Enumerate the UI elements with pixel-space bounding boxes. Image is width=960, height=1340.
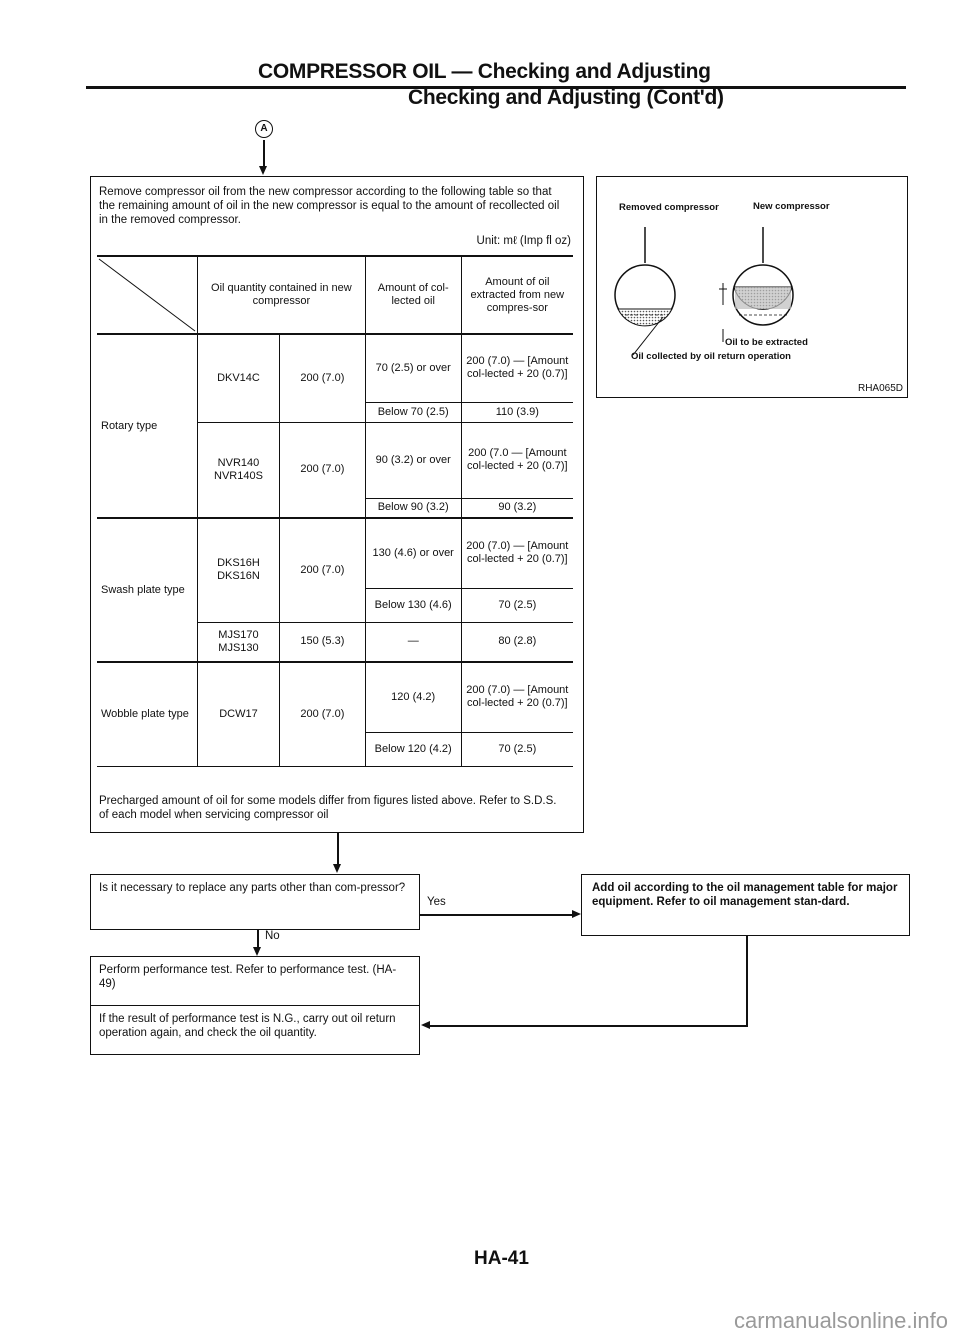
label-oil-collected: Oil collected by oil return operation: [631, 351, 791, 362]
model-cell: MJS170 MJS130: [198, 622, 280, 662]
qty-cell: 200 (7.0): [279, 334, 365, 422]
arrow-right-icon: [572, 910, 581, 918]
collected-cell: Below 90 (3.2): [365, 498, 461, 518]
qty-cell: 200 (7.0): [279, 662, 365, 766]
oil-adjust-box: [90, 176, 584, 833]
page-number: HA-41: [474, 1248, 529, 1269]
extract-cell: 200 (7.0) — [Amount col-lected + 20 (0.7)]: [461, 662, 573, 732]
collected-cell: Below 120 (4.2): [365, 732, 461, 766]
extract-cell: 110 (3.9): [461, 402, 573, 422]
no-label: No: [265, 930, 280, 942]
arrow-down-icon: [259, 166, 267, 175]
header-collected: Amount of col-lected oil: [365, 256, 461, 334]
collected-cell: 130 (4.6) or over: [365, 518, 461, 588]
figure-code: RHA065D: [857, 383, 903, 394]
collected-cell: —: [365, 622, 461, 662]
qty-cell: 200 (7.0): [279, 422, 365, 518]
add-oil-box: Add oil according to the oil management table for major equipment. Refer to oil management stan-dard.: [581, 874, 910, 936]
performance-test-box: Perform performance test. Refer to performance test. (HA-49): [90, 956, 420, 1006]
extract-cell: 200 (7.0 — [Amount col-lected + 20 (0.7)]: [461, 422, 573, 498]
extract-cell: 70 (2.5): [461, 732, 573, 766]
extract-cell: 200 (7.0) — [Amount col-lected + 20 (0.7)]: [461, 334, 573, 402]
watermark: carmanualsonline.info: [733, 1308, 948, 1333]
yes-label: Yes: [427, 896, 446, 908]
extract-cell: 80 (2.8): [461, 622, 573, 662]
collected-cell: Below 70 (2.5): [365, 402, 461, 422]
model-cell: DKV14C: [198, 334, 280, 422]
flow-marker-a: A: [255, 120, 273, 138]
extract-cell: 70 (2.5): [461, 588, 573, 622]
label-removed-compressor: Removed compressor: [619, 202, 719, 213]
type-rotary: Rotary type: [97, 334, 198, 518]
flow-connector: [263, 140, 265, 166]
section-subtitle: Checking and Adjusting (Cont'd): [408, 86, 724, 109]
compressor-figure: [596, 176, 908, 398]
flow-connector: [337, 833, 339, 865]
table-corner: [97, 256, 198, 334]
arrow-down-icon: [253, 947, 261, 956]
type-swash-plate: Swash plate type: [97, 518, 198, 662]
arrow-left-icon: [421, 1021, 430, 1029]
collected-cell: Below 130 (4.6): [365, 588, 461, 622]
label-new-compressor: New compressor: [753, 201, 830, 212]
oil-table: [97, 255, 573, 767]
precharge-note: Precharged amount of oil for some models differ from figures listed above. Refer to S.D.S. of each model when servicing compressor oil: [99, 795, 557, 821]
collected-cell: 90 (3.2) or over: [365, 422, 461, 498]
no-connector: [257, 930, 259, 948]
oil-return-box: If the result of performance test is N.G., carry out oil return operation again, and check the oil quantity.: [90, 1005, 420, 1055]
intro-text: Remove compressor oil from the new compressor according to the following table so that the remaining amount of oil in the new compressor is equal to the amount of recollected oil in the removed compressor.: [99, 186, 560, 226]
header-oil-qty: Oil quantity contained in new compressor: [198, 256, 366, 334]
extract-cell: 200 (7.0) — [Amount col-lected + 20 (0.7)]: [461, 518, 573, 588]
model-cell: DCW17: [198, 662, 280, 766]
qty-cell: 200 (7.0): [279, 518, 365, 622]
return-connector: [430, 1025, 748, 1027]
collected-cell: 70 (2.5) or over: [365, 334, 461, 402]
arrow-down-icon: [333, 864, 341, 873]
return-connector: [746, 936, 748, 1026]
header-extract: Amount of oil extracted from new compres-sor: [461, 256, 573, 334]
type-wobble-plate: Wobble plate type: [97, 662, 198, 766]
label-oil-extracted: Oil to be extracted: [725, 337, 808, 348]
question-box: Is it necessary to replace any parts other than com-pressor?: [90, 874, 420, 930]
model-cell: DKS16H DKS16N: [198, 518, 280, 622]
model-cell: NVR140 NVR140S: [198, 422, 280, 518]
section-title: COMPRESSOR OIL — Checking and Adjusting: [258, 60, 711, 83]
qty-cell: 150 (5.3): [279, 622, 365, 662]
yes-connector: [420, 914, 572, 916]
collected-cell: 120 (4.2): [365, 662, 461, 732]
unit-label: Unit: mℓ (Imp fl oz): [476, 235, 571, 247]
extract-cell: 90 (3.2): [461, 498, 573, 518]
